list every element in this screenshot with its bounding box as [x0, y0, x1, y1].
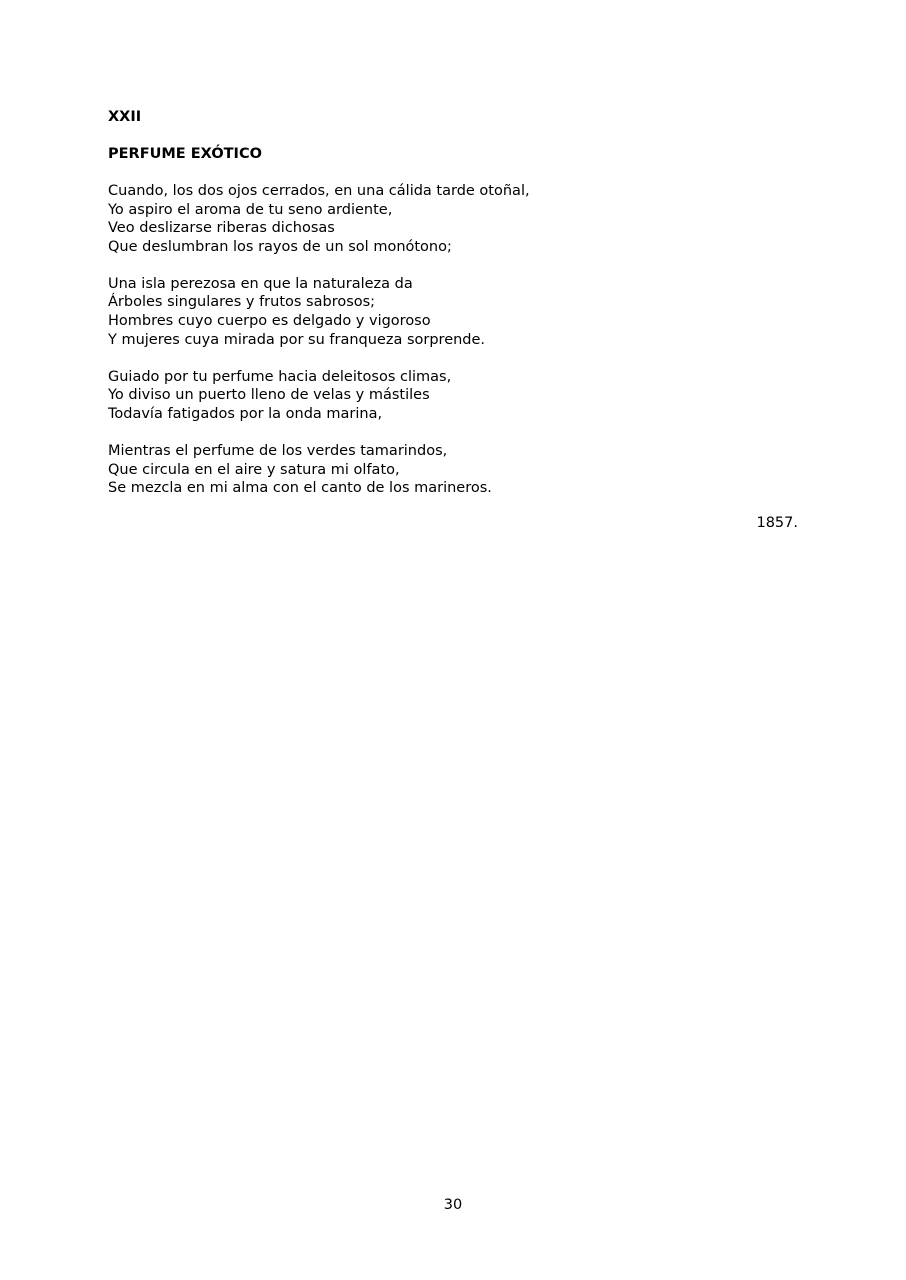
poem-line: Veo deslizarse riberas dichosas	[108, 220, 335, 237]
poem-line: Guiado por tu perfume hacia deleitosos climas,	[108, 368, 452, 385]
stanza	[108, 368, 808, 424]
poem-year: 1857.	[756, 515, 798, 531]
stanza	[108, 182, 808, 256]
stanza	[108, 275, 808, 349]
poem-line: Mientras el perfume de los verdes tamarindos,	[108, 443, 448, 460]
poem-line: Que circula en el aire y satura mi olfato,	[108, 461, 400, 478]
poem-line: Árboles singulares y frutos sabrosos;	[108, 294, 376, 311]
poem-line: Todavía fatigados por la onda marina,	[108, 405, 383, 422]
poem-line: Una isla perezosa en que la naturaleza da	[108, 275, 413, 292]
poem-line: Yo aspiro el aroma de tu seno ardiente,	[108, 201, 393, 218]
poem-line: Y mujeres cuya mirada por su franqueza sorprende.	[108, 331, 486, 348]
poem-title: PERFUME EXÓTICO	[108, 146, 262, 162]
stanza	[108, 442, 808, 498]
page-number: 30	[443, 1197, 463, 1213]
poem-line: Cuando, los dos ojos cerrados, en una cálida tarde otoñal,	[108, 183, 530, 199]
poem-line: Que deslumbran los rayos de un sol monótono;	[108, 238, 452, 255]
poem-body	[108, 182, 808, 516]
section-number: XXII	[108, 109, 142, 125]
poem-line: Hombres cuyo cuerpo es delgado y vigoroso	[108, 313, 431, 330]
poem-line: Se mezcla en mi alma con el canto de los marineros.	[108, 480, 492, 497]
poem-line: Yo diviso un puerto lleno de velas y mástiles	[108, 387, 430, 404]
